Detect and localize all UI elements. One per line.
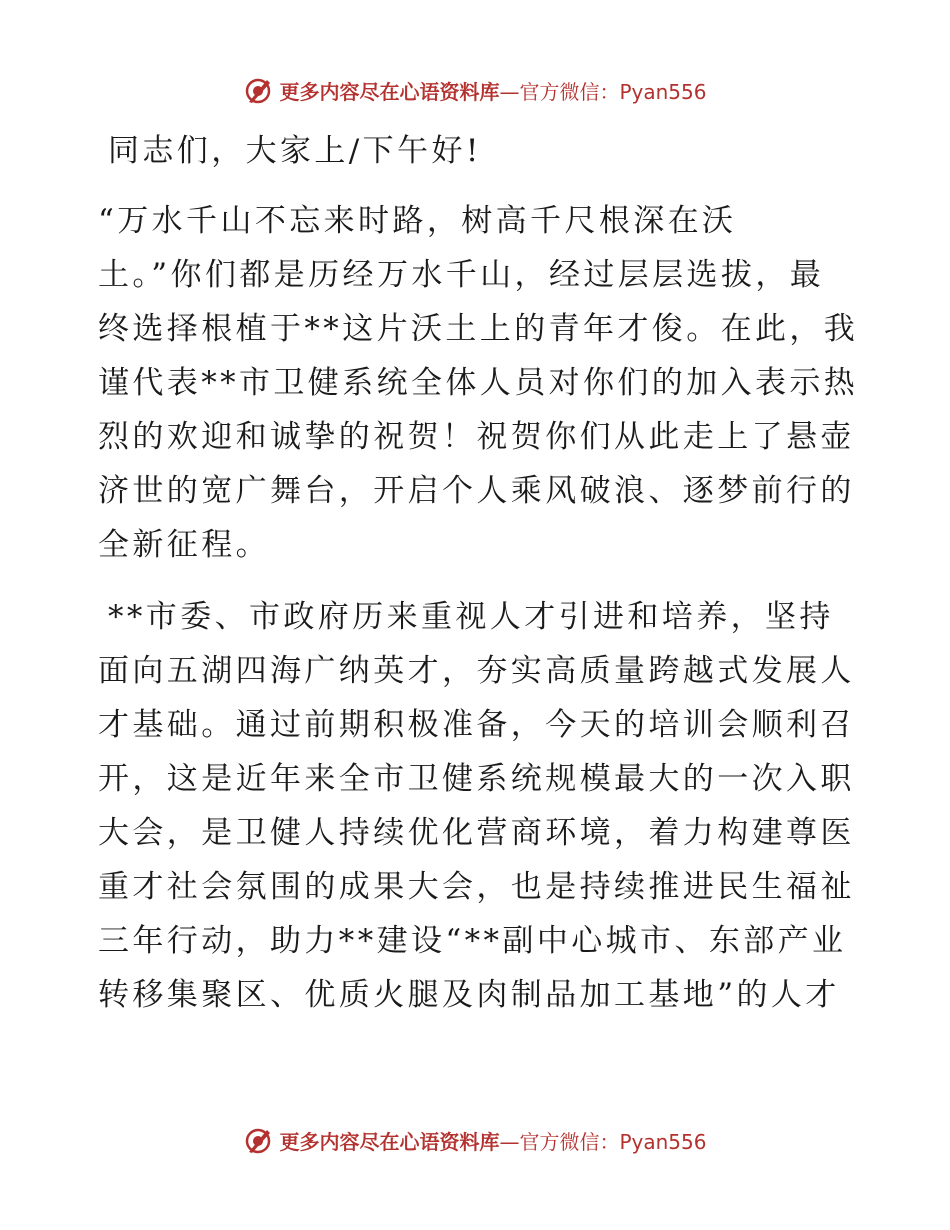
- quill-seal-icon: [243, 1125, 273, 1155]
- paragraph-line: “万水千山不忘来时路，树高千尺根深在沃: [98, 203, 737, 239]
- paragraph-line: 土。”你们都是历经万水千山，经过层层选拔，最: [98, 257, 825, 293]
- banner-brand: 更多内容尽在心语资料库: [279, 79, 500, 104]
- paragraph-line: 烈的欢迎和诚挚的祝贺！祝贺你们从此走上了悬壶: [98, 419, 855, 455]
- paragraph-line: 面向五湖四海广纳英才，夯实高质量跨越式发展人: [98, 653, 855, 689]
- paragraph-2: [98, 590, 858, 1022]
- paragraph-line: 三年行动，助力**建设“**副中心城市、东部产业: [98, 923, 847, 959]
- paragraph-line: 大会，是卫健人持续优化营商环境，着力构建尊医: [98, 815, 855, 851]
- paragraph-1: [98, 194, 858, 572]
- paragraph-line: 才基础。通过前期积极准备，今天的培训会顺利召: [98, 707, 855, 743]
- quill-seal-icon: [243, 75, 273, 105]
- banner-contact: 官方微信：Pyan556: [519, 79, 707, 104]
- paragraph-line: 谨代表**市卫健系统全体人员对你们的加入表示热: [98, 365, 859, 401]
- banner-contact: 官方微信：Pyan556: [519, 1129, 707, 1154]
- banner-separator: —: [499, 1129, 520, 1154]
- banner-text: [279, 1126, 706, 1155]
- banner-text: [279, 76, 706, 105]
- footer-banner: [0, 1122, 950, 1158]
- paragraph-line: 开，这是近年来全市卫健系统规模最大的一次入职: [98, 761, 855, 797]
- paragraph-line: 全新征程。: [98, 527, 270, 563]
- paragraph-line: 终选择根植于**这片沃土上的青年才俊。在此，我: [98, 311, 859, 347]
- paragraph-line: 重才社会氛围的成果大会，也是持续推进民生福祉: [98, 869, 855, 905]
- document-body: [98, 124, 858, 1022]
- header-banner: [0, 72, 950, 108]
- paragraph-line: 转移集聚区、优质火腿及肉制品加工基地”的人才: [98, 977, 840, 1013]
- greeting: [98, 124, 858, 178]
- banner-brand: 更多内容尽在心语资料库: [279, 1129, 500, 1154]
- paragraph-line: **市委、市政府历来重视人才引进和培养，坚持: [108, 599, 834, 635]
- paragraph-line: 济世的宽广舞台，开启个人乘风破浪、逐梦前行的: [98, 473, 855, 509]
- banner-separator: —: [499, 79, 520, 104]
- greeting-text: 同志们，大家上/下午好!: [108, 133, 482, 169]
